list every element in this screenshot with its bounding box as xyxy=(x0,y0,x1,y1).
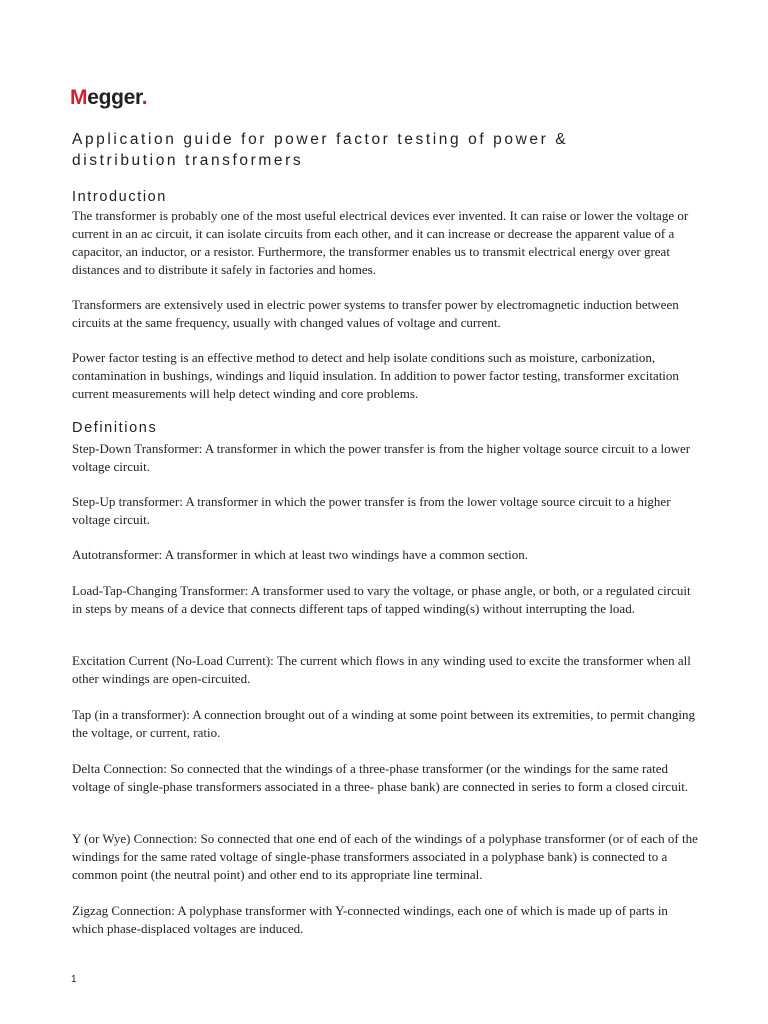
definition-step-down: Step-Down Transformer: A transformer in which the power transfer is from the higher voltage source circuit to a lower voltage circuit. xyxy=(72,441,691,474)
logo-initial: M xyxy=(70,86,88,109)
definition-step-up: Step-Up transformer: A transformer in which the power transfer is from the lower voltage source circuit to a higher voltage circuit. xyxy=(72,494,671,527)
title-line-2: distribution transformers xyxy=(72,152,304,169)
definition-excitation-current: Excitation Current (No-Load Current): The current which flows in any winding used to excite the transformer when all other windings are open-circuited. xyxy=(72,653,691,686)
definition-load-tap-changing: Load-Tap-Changing Transformer: A transformer used to vary the voltage, or phase angle, or both, or a regulated circuit in steps by means of a device that connects different taps of tapped winding(s) without interrupting the load. xyxy=(72,583,691,616)
logo-dot: . xyxy=(141,86,148,109)
introduction-heading: Introduction xyxy=(72,189,167,205)
document-title xyxy=(72,129,712,171)
intro-paragraph-3: Power factor testing is an effective method to detect and help isolate conditions such as moisture, carbonization, contamination in bushings, windings and liquid insulation. In addition to power factor testing, transformer excitation current measurements will help detect winding and core problems. xyxy=(72,350,679,401)
title-line-1: Application guide for power factor testing of power & xyxy=(72,131,569,148)
intro-paragraph-1: The transformer is probably one of the most useful electrical devices ever invented. It can raise or lower the voltage or current in an ac circuit, it can isolate circuits from each other, and it can increase or decrease the apparent value of a capacitor, an inductor, or a resistor. Furthermore, the transformer enables us to transmit electrical energy over great distances and to distribute it safely in factories and homes. xyxy=(72,208,689,277)
definition-autotransformer: Autotransformer: A transformer in which at least two windings have a common section. xyxy=(72,547,528,562)
definition-wye-connection: Y (or Wye) Connection: So connected that one end of each of the windings of a polyphase transformer (or of each of the windings for the same rated voltage of single-phase transformers associated in a polyphase bank) is connected to a common point (the neutral point) and other end to its appropriate line terminal. xyxy=(72,831,698,882)
megger-logo xyxy=(70,86,147,110)
definitions-heading: Definitions xyxy=(72,420,158,436)
intro-paragraph-2: Transformers are extensively used in electric power systems to transfer power by electromagnetic induction between circuits at the same frequency, usually with changed values of voltage and current. xyxy=(72,297,679,330)
definition-delta-connection: Delta Connection: So connected that the windings of a three-phase transformer (or the windings for the same rated voltage of single-phase transformers associated in a three- phase bank) are connected in series to form a closed circuit. xyxy=(72,761,689,794)
page-number: 1 xyxy=(71,974,77,985)
logo-text: egger xyxy=(87,86,142,109)
definition-tap: Tap (in a transformer): A connection brought out of a winding at some point between its extremities, to permit changing the voltage, or current, ratio. xyxy=(72,707,695,740)
definition-zigzag-connection: Zigzag Connection: A polyphase transformer with Y-connected windings, each one of which is made up of parts in which phase-displaced voltages are induced. xyxy=(72,903,668,936)
